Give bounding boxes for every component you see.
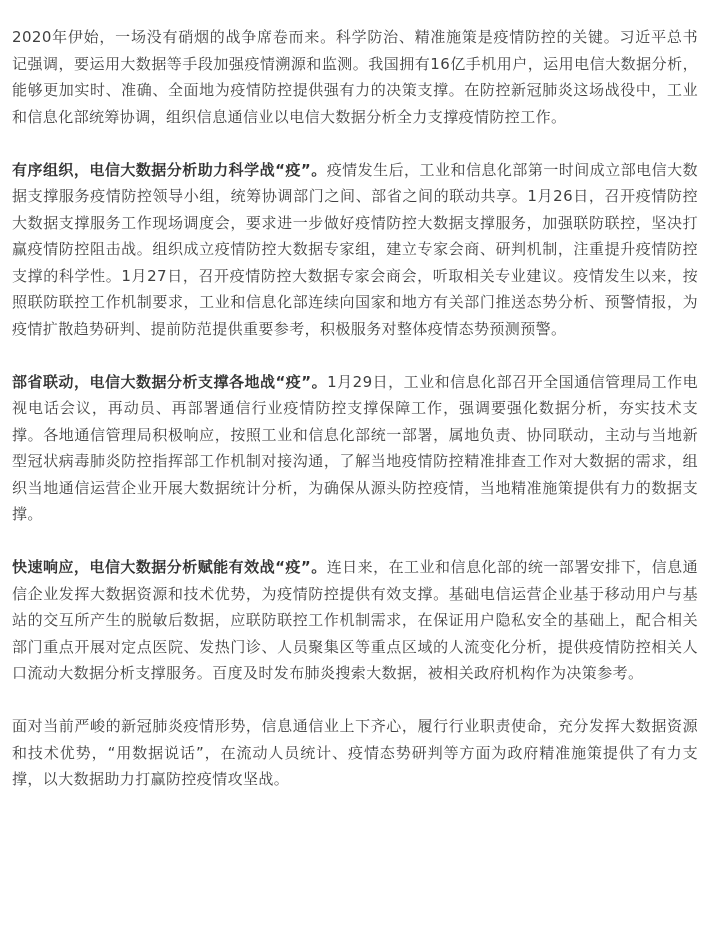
section-lead-linkage: 部省联动，电信大数据分析支撑各地战“疫”。 (12, 372, 328, 391)
closing-paragraph: 面对当前严峻的新冠肺炎疫情形势，信息通信业上下齐心，履行行业职责使命，充分发挥大数据资源和技术优势，“用数据说话”，在流动人员统计、疫情态势研判等方面为政府精准施策提供了有力支撑，以大数据助力打赢防控疫情攻坚战。 (12, 717, 698, 788)
section-paragraph-response (12, 554, 698, 687)
section-lead-organize: 有序组织，电信大数据分析助力科学战“疫”。 (12, 160, 327, 179)
intro-paragraph: 2020年伊始，一场没有硝烟的战争席卷而来。科学防治、精准施策是疫情防控的关键。习近平总书记强调，要运用大数据等手段加强疫情溯源和监测。我国拥有16亿手机用户，运用电信大数据分析，能够更加实时、准确、全面地为疫情防控提供强有力的决策支撑。在防控新冠肺炎这场战役中，工业和信息化部统筹协调，组织信息通信业以电信大数据分析全力支撑疫情防控工作。 (12, 28, 698, 126)
section-paragraph-linkage (12, 369, 698, 528)
section-lead-response: 快速响应，电信大数据分析赋能有效战“疫”。 (12, 558, 327, 576)
section-body-response: 连日来，在工业和信息化部的统一部署安排下，信息通信企业发挥大数据资源和技术优势，为疫情防控提供有效支撑。基础电信运营企业基于移动用户与基站的交互所产生的脱敏后数据，应联防联控工作机制需求，在保证用户隐私安全的基础上，配合相关部门重点开展对定点医院、发热门诊、人员聚集区等重点区域的人流变化分析，提供疫情防控相关人口流动大数据分析支撑服务。百度及时发布肺炎搜索大数据，被相关政府机构作为决策参考。 (12, 558, 698, 682)
article-body (12, 24, 698, 793)
section-body-organize: 疫情发生后，工业和信息化部第一时间成立部电信大数据支撑服务疫情防控领导小组，统筹协调部门之间、部省之间的联动共享。1月26日，召开疫情防控大数据支撑服务工作现场调度会，要求进一步做好疫情防控大数据支撑服务，加强联防联控，坚决打赢疫情防控阻击战。组织成立疫情防控大数据专家组，建立专家会商、研判机制，注重提升疫情防控支撑的科学性。1月27日，召开疫情防控大数据专家会商会，听取相关专业建议。疫情发生以来，按照联防联控工作机制要求，工业和信息化部连续向国家和地方有关部门推送态势分析、预警情报，为疫情扩散趋势研判、提前防范提供重要参考，积极服务对整体疫情态势预测预警。 (12, 160, 698, 338)
section-paragraph-organize (12, 157, 698, 343)
section-body-linkage: 1月29日，工业和信息化部召开全国通信管理局工作电视电话会议，再动员、再部署通信行业疫情防控支撑保障工作，强调要强化数据分析，夯实技术支撑。各地通信管理局积极响应，按照工业和信息化部统一部署，属地负责、协同联动，主动与当地新型冠状病毒肺炎防控指挥部工作机制对接沟通，了解当地疫情防控精准排查工作对大数据的需求，组织当地通信运营企业开展大数据统计分析，为确保从源头防控疫情，当地精准施策提供有力的数据支撑。 (12, 372, 698, 523)
